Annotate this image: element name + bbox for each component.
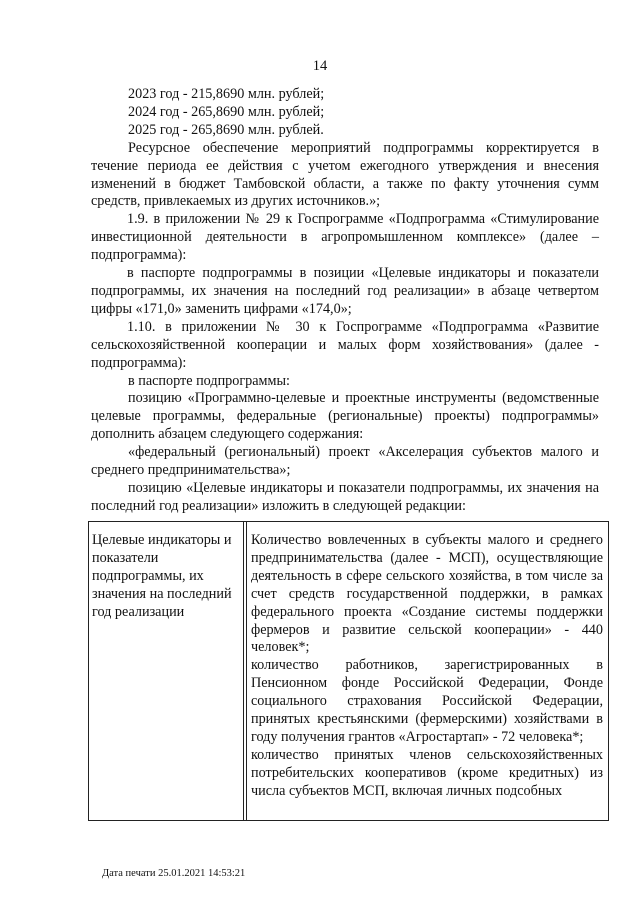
paragraph: Ресурсное обеспечение мероприятий подпрограммы корректируется в течение периода ее действия с учетом ежегодного утверждения и внесения изменений в бюджет Тамбовской области, а также по факту уточнения сумм средств, привлекаемых из других источников.»;: [91, 139, 599, 210]
paragraph: 1.9. в приложении № 29 к Госпрограмме «Подпрограмма «Стимулирование инвестиционной деятельности в агропромышленном комплексе» (далее – подпрограмма):: [91, 211, 599, 264]
paragraph: 2024 год - 265,8690 млн. рублей;: [128, 103, 325, 120]
paragraph: 2023 год - 215,8690 млн. рублей;: [128, 86, 325, 102]
document-body: [91, 86, 599, 516]
paragraph: позицию «Программно-целевые и проектные инструменты (ведомственные целевые программы, федеральные (региональные) проекты) подпрограммы» дополнить абзацем следующего содержания:: [91, 390, 599, 443]
indicators-table: [88, 521, 609, 821]
table-column-divider: [246, 522, 247, 820]
paragraph: «федеральный (региональный) проект «Акселерация субъектов малого и среднего предпринимательства»;: [91, 444, 599, 479]
paragraph: позицию «Целевые индикаторы и показатели подпрограммы, их значения на последний год реализации» изложить в следующей редакции:: [91, 479, 599, 514]
paragraph: в паспорте подпрограммы:: [128, 372, 290, 389]
page-number: 14: [312, 58, 328, 74]
table-cell-paragraph: количество работников, зарегистрированных в Пенсионном фонде Российской Федерации, Фонде социального страхования Российской Федерации, принятых крестьянскими (фермерскими) хозяйствами в году получения грантов «Агростартап» - 72 человека*;: [251, 657, 603, 745]
table-column-divider: [243, 522, 244, 820]
table-cell-label: Целевые индикаторы и показатели подпрограммы, их значения на последний год реализации: [92, 532, 232, 620]
table-cell-value: [251, 532, 603, 801]
table-cell-paragraph: Количество вовлеченных в субъекты малого и среднего предпринимательства (далее - МСП), осуществляющие деятельность в сфере сельского хозяйства, в том числе за счет средств государственной поддержки, в рамках федерального проекта «Создание системы поддержки фермеров и развитие сельской кооперации» - 440 человек*;: [251, 532, 603, 656]
print-date: Дата печати 25.01.2021 14:53:21: [102, 868, 246, 879]
table-cell-paragraph: количество принятых членов сельскохозяйственных потребительских кооперативов (кроме кредитных) из числа субъектов МСП, включая личных подсобных: [251, 746, 603, 799]
paragraph: в паспорте подпрограммы в позиции «Целевые индикаторы и показатели подпрограммы, их значения на последний год реализации» в абзаце четвертом цифры «171,0» заменить цифрами «174,0»;: [91, 265, 599, 317]
paragraph: 1.10. в приложении № 30 к Госпрограмме «Подпрограмма «Развитие сельскохозяйственной кооперации и малых форм хозяйствования» (далее - подпрограмма):: [91, 318, 599, 371]
paragraph: 2025 год - 265,8690 млн. рублей.: [128, 121, 324, 138]
